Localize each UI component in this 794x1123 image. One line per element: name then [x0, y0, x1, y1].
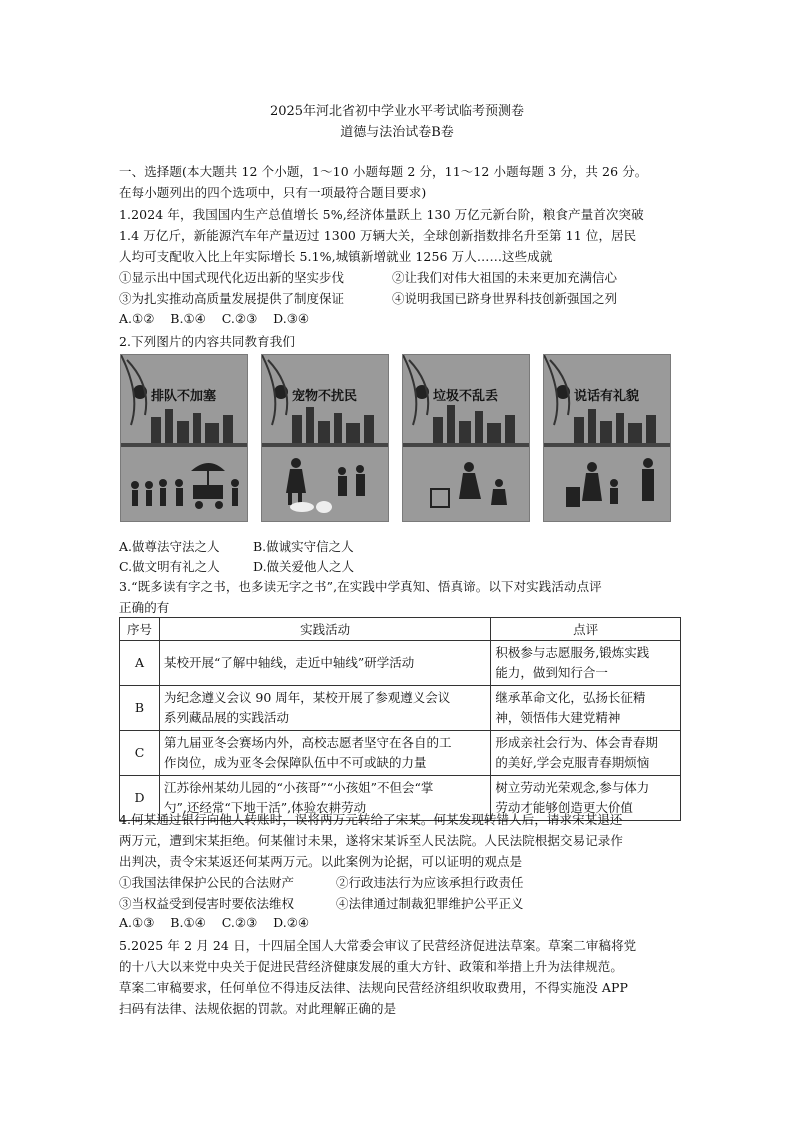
q4-option-2: ②行政违法行为应该承担行政责任 [336, 875, 524, 890]
activity-text: 江苏徐州某幼儿园的“小孩哥”“小孩姐”不但会“掌 [163, 780, 434, 795]
q2-option-d: D.做关爱他人之人 [253, 559, 355, 574]
review-text: 继承革命文化，弘扬长征精 [495, 690, 646, 705]
q2-option-b: B.做诚实守信之人 [253, 539, 354, 554]
q1-stem-line: 1.4 万亿斤，新能源汽车年产量迈过 1300 万辆大关，全球创新指数排名升至第 11 位，居民 [119, 228, 637, 243]
review-cell [491, 686, 681, 731]
q5-stem-line: 草案二审稿要求，任何单位不得违反法律、法规向民营经济组织收取费用，不得实施没 APP [119, 980, 629, 995]
q4-choices: A.①③ B.①④ C.②③ D.②④ [119, 915, 310, 930]
q5-stem-line: 扫码有法律、法规依据的罚款。对此理解正确的是 [119, 1001, 397, 1016]
activity-text: 作岗位，成为亚冬会保障队伍中不可或缺的力量 [163, 755, 427, 770]
q1-stem-line: 人均可支配收入比上年实际增长 5.1%,城镇新增就业 1256 万人……这些成就 [119, 249, 553, 264]
review-text: 树立劳动光荣观念,参与体力 [495, 780, 650, 795]
picture-queue [120, 354, 248, 522]
exam-title: 2025年河北省初中学业水平考试临考预测卷 [269, 104, 525, 119]
row-id: A [120, 641, 160, 686]
q2-option-a: A.做尊法守法之人 [119, 539, 220, 554]
column-header: 序号 [120, 618, 160, 641]
polite-scene-icon [544, 355, 671, 522]
table-row [120, 686, 681, 731]
review-text: 能力，做到知行合一 [495, 665, 608, 680]
row-id: B [120, 686, 160, 731]
activity-cell [159, 686, 490, 731]
review-cell [491, 731, 681, 776]
column-header: 实践活动 [159, 618, 490, 641]
q3-practice-table [119, 617, 681, 821]
picture-litter [402, 354, 530, 522]
q1-option-3: ③为扎实推动高质量发展提供了制度保证 [119, 291, 345, 306]
row-id: C [120, 731, 160, 776]
activity-text: 系列藏品展的实践活动 [163, 710, 289, 725]
q4-stem-line: 两万元，遭到宋某拒绝。何某催讨未果，遂将宋某诉至人民法院。人民法院根据交易记录作 [119, 833, 624, 848]
q4-stem-line: 4.何某通过银行向他人转账时，误将两万元转给了宋某。何某发现转错人后，请求宋某退还 [119, 812, 623, 827]
q4-option-3: ③当权益受到侵害时要依法维权 [119, 896, 295, 911]
pet-scene-icon [262, 355, 389, 522]
queue-scene-icon [121, 355, 248, 522]
table-header-row [120, 618, 681, 641]
exam-subtitle: 道德与法治试卷B卷 [340, 125, 454, 140]
q4-stem-line: 出判决，责令宋某返还何某两万元。以此案例为论据，可以证明的观点是 [119, 854, 523, 869]
q1-option-2: ②让我们对伟大祖国的未来更加充满信心 [392, 270, 618, 285]
activity-text: 第九届亚冬会赛场内外，高校志愿者坚守在各自的工 [163, 735, 452, 750]
picture-caption: 说话有礼貌 [574, 389, 640, 404]
review-text: 积极参与志愿服务,锻炼实践 [495, 645, 650, 660]
q5-stem-line: 5.2025 年 2 月 24 日，十四届全国人大常委会审议了民营经济促进法草案。草案二审稿将党 [119, 938, 637, 953]
activity-text: 勺”,还经常“下地干活”,体验农耕劳动 [163, 800, 367, 815]
picture-caption: 垃圾不乱丢 [433, 389, 499, 404]
review-text: 神，领悟伟大建党精神 [495, 710, 621, 725]
q5-stem-line: 的十八大以来党中央关于促进民营经济健康发展的重大方针、政策和举措上升为法律规范。 [119, 959, 624, 974]
activity-cell [159, 731, 490, 776]
q3-stem-line: 正确的有 [119, 600, 170, 615]
picture-caption: 排队不加塞 [151, 389, 217, 404]
section-instruction-2: 在每小题列出的四个选项中，只有一项最符合题目要求) [119, 185, 427, 200]
q1-choices: A.①② B.①④ C.②③ D.③④ [119, 311, 310, 326]
activity-text: 为纪念遵义会议 90 周年，某校开展了参观遵义会议 [163, 690, 451, 705]
review-text: 形成亲社会行为、体会青春期 [495, 735, 658, 750]
q4-option-1: ①我国法律保护公民的合法财产 [119, 875, 295, 890]
table-row [120, 641, 681, 686]
review-cell [491, 641, 681, 686]
activity-cell [159, 641, 490, 686]
review-text: 劳动才能够创造更大价值 [495, 800, 633, 815]
activity-text: 某校开展“了解中轴线，走近中轴线”研学活动 [163, 655, 415, 670]
q2-picture-row [120, 354, 672, 522]
q1-option-1: ①显示出中国式现代化迈出新的坚实步伐 [119, 270, 345, 285]
q4-option-4: ④法律通过制裁犯罪维护公平正义 [336, 896, 524, 911]
q2-stem: 2.下列图片的内容共同教育我们 [119, 334, 295, 349]
review-text: 的美好,学会克服青春期烦恼 [495, 755, 650, 770]
row-id: D [120, 776, 160, 821]
table-row [120, 731, 681, 776]
q1-stem-line: 1.2024 年，我国国内生产总值增长 5%,经济体量跃上 130 万亿元新台阶，粮食产量首次突破 [119, 207, 644, 222]
column-header: 点评 [491, 618, 681, 641]
picture-caption: 宠物不扰民 [292, 389, 358, 404]
litter-scene-icon [403, 355, 530, 522]
picture-polite [543, 354, 671, 522]
section-instruction: 一、选择题(本大题共 12 个小题，1～10 小题每题 2 分，11～12 小题每题 3 分，共 26 分。 [119, 164, 648, 179]
q2-option-c: C.做文明有礼之人 [119, 559, 220, 574]
picture-pet [261, 354, 389, 522]
q1-option-4: ④说明我国已跻身世界科技创新强国之列 [392, 291, 618, 306]
q3-stem-line: 3.“既多读有字之书，也多读无字之书”,在实践中学真知、悟真谛。以下对实践活动点评 [119, 579, 602, 594]
